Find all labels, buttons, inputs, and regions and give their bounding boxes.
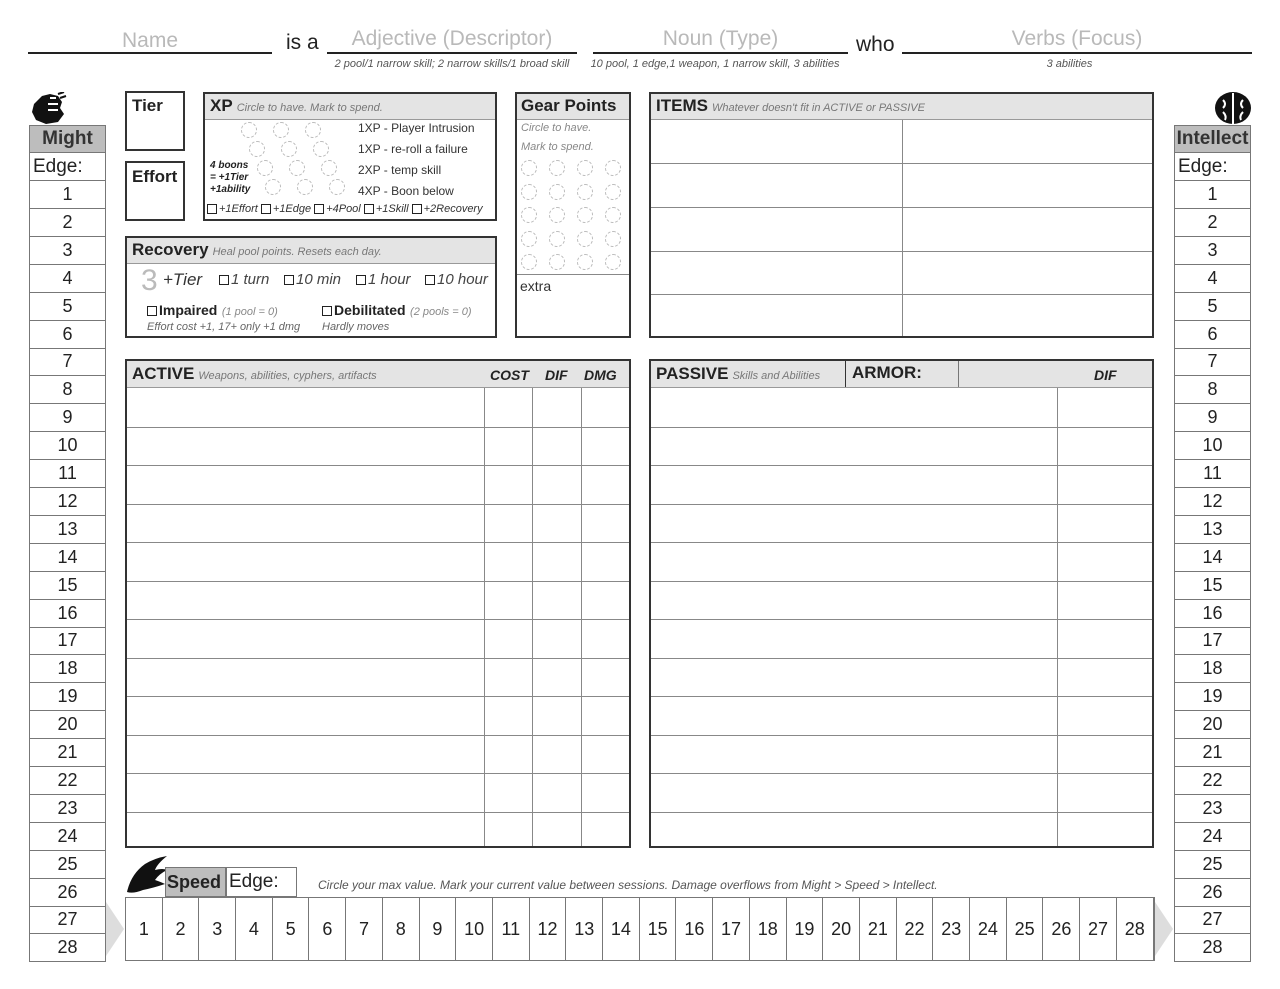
speed-track-cell[interactable]: 5	[273, 898, 310, 960]
debilitated-label: Debilitated	[334, 302, 406, 318]
speed-track-cell[interactable]: 4	[236, 898, 273, 960]
boon-skill[interactable]: +1Skill	[364, 203, 409, 215]
checkbox[interactable]	[356, 275, 366, 285]
might-track-cell[interactable]: 9	[29, 404, 106, 432]
adjective-hint: Adjective (Descriptor)	[351, 27, 553, 50]
gear-circle[interactable]	[577, 231, 593, 247]
intellect-track-cell[interactable]: 25	[1174, 851, 1251, 879]
checkbox[interactable]	[147, 306, 157, 316]
recovery-step-2[interactable]: 10 min	[284, 271, 341, 288]
might-track-cell[interactable]: 12	[29, 488, 106, 516]
speed-title: Speed	[167, 872, 222, 892]
speed-track-cell[interactable]: 26	[1044, 898, 1081, 960]
recovery-tier: +Tier	[163, 270, 203, 289]
debilitated-note: (2 pools = 0)	[410, 306, 472, 318]
effort-label: Effort	[132, 167, 178, 186]
recovery-sub: Heal pool points. Resets each day.	[212, 246, 382, 258]
might-track-cell[interactable]: 24	[29, 823, 106, 851]
speed-track-cell[interactable]: 7	[346, 898, 383, 960]
active-row-divider	[127, 427, 629, 428]
passive-row-divider	[651, 504, 1152, 505]
intellect-track-cell[interactable]: 8	[1174, 376, 1251, 404]
speed-note: Circle your max value. Mark your current value between sessions. Damage overflows from Might > Speed > Intellect.	[318, 878, 938, 892]
fist-icon	[28, 92, 68, 126]
might-title: Might	[29, 125, 106, 153]
gear-circle[interactable]	[605, 231, 621, 247]
intellect-track-cell[interactable]: 6	[1174, 321, 1251, 349]
tier-label: Tier	[132, 96, 163, 115]
gear-circle[interactable]	[521, 231, 537, 247]
speed-track-cell[interactable]: 21	[860, 898, 897, 960]
xp-boon-list	[207, 203, 483, 215]
xp-option-3[interactable]: 2XP - temp skill	[358, 163, 442, 177]
speed-track-cell[interactable]: 20	[823, 898, 860, 960]
gear-line2: Mark to spend.	[521, 141, 594, 153]
passive-row-divider	[651, 735, 1152, 736]
gear-circle[interactable]	[577, 207, 593, 223]
might-track-cell[interactable]: 26	[29, 879, 106, 907]
active-sub: Weapons, abilities, cyphers, artifacts	[198, 370, 377, 382]
checkbox[interactable]	[322, 306, 332, 316]
xp-option-2[interactable]: 1XP - re-roll a failure	[358, 142, 468, 156]
intellect-track-cell[interactable]: 2	[1174, 209, 1251, 237]
passive-row-divider	[651, 465, 1152, 466]
items-sub: Whatever doesn't fit in ACTIVE or PASSIVE	[711, 102, 925, 114]
is-a-label: is a	[286, 31, 319, 54]
gear-circle[interactable]	[605, 254, 621, 270]
checkbox[interactable]	[284, 275, 294, 285]
gear-circle[interactable]	[549, 231, 565, 247]
impaired-desc: Effort cost +1, 17+ only +1 dmg	[147, 321, 301, 333]
might-track-cell[interactable]: 11	[29, 460, 106, 488]
might-track-cell[interactable]: 18	[29, 655, 106, 683]
gear-circle[interactable]	[549, 207, 565, 223]
gear-circle[interactable]	[605, 160, 621, 176]
recovery-step-3[interactable]: 1 hour	[356, 271, 411, 288]
checkbox[interactable]	[261, 204, 271, 214]
gear-circle[interactable]	[605, 184, 621, 200]
recovery-base: 3	[141, 264, 158, 297]
speed-track-cell[interactable]: 17	[713, 898, 750, 960]
intellect-track-cell[interactable]: 22	[1174, 767, 1251, 795]
speed-track-cell[interactable]: 28	[1117, 898, 1154, 960]
active-row-divider	[127, 465, 629, 466]
gear-circle[interactable]	[549, 254, 565, 270]
xp-boons-line2: = +1Tier	[210, 172, 249, 183]
checkbox[interactable]	[207, 204, 217, 214]
impaired-row[interactable]	[147, 302, 278, 320]
speed-arrow-right	[1155, 902, 1173, 956]
active-row-divider	[127, 696, 629, 697]
speed-track-cell[interactable]: 11	[493, 898, 530, 960]
gear-circle[interactable]	[521, 207, 537, 223]
brain-icon	[1213, 90, 1253, 128]
active-row-divider	[127, 504, 629, 505]
gear-circle[interactable]	[605, 207, 621, 223]
active-row-divider	[127, 542, 629, 543]
might-track-cell[interactable]: 13	[29, 516, 106, 544]
speed-track-cell[interactable]: 16	[677, 898, 714, 960]
active-row-divider	[127, 812, 629, 813]
passive-row-divider	[651, 581, 1152, 582]
checkbox[interactable]	[364, 204, 374, 214]
intellect-track-cell[interactable]: 12	[1174, 488, 1251, 516]
intellect-edge[interactable]: Edge:	[1174, 153, 1251, 181]
passive-row-divider	[651, 542, 1152, 543]
might-track-cell[interactable]: 17	[29, 627, 106, 655]
intellect-track-cell[interactable]: 24	[1174, 823, 1251, 851]
wing-icon	[125, 854, 169, 896]
might-track-cell[interactable]: 16	[29, 600, 106, 628]
adjective-line[interactable]	[327, 52, 577, 54]
xp-circle[interactable]	[297, 179, 313, 195]
might-track-cell[interactable]: 5	[29, 293, 106, 321]
might-track-cell[interactable]: 14	[29, 544, 106, 572]
intellect-track-cell[interactable]: 18	[1174, 655, 1251, 683]
xp-box	[203, 92, 497, 221]
active-dif: DIF	[545, 367, 568, 383]
passive-row-divider	[651, 773, 1152, 774]
impaired-note: (1 pool = 0)	[221, 306, 278, 318]
speed-title-box	[165, 867, 226, 897]
might-track-cell[interactable]: 8	[29, 376, 106, 404]
xp-circle[interactable]	[241, 122, 257, 138]
boon-edge[interactable]: +1Edge	[261, 203, 311, 215]
noun-hint: Noun (Type)	[662, 27, 779, 50]
checkbox[interactable]	[219, 275, 229, 285]
xp-option-4[interactable]: 4XP - Boon below	[358, 184, 454, 198]
xp-boons-line1: 4 boons	[210, 160, 249, 171]
speed-track-cell[interactable]: 8	[383, 898, 420, 960]
verbs-hint: Verbs (Focus)	[1011, 27, 1143, 50]
impaired-label: Impaired	[159, 302, 218, 318]
might-track-cell[interactable]: 1	[29, 181, 106, 209]
gear-circle[interactable]	[521, 184, 537, 200]
effort-box[interactable]	[125, 161, 185, 221]
might-track-cell[interactable]: 2	[29, 209, 106, 237]
intellect-track-cell[interactable]: 14	[1174, 544, 1251, 572]
xp-circle[interactable]	[289, 160, 305, 176]
xp-sub: Circle to have. Mark to spend.	[236, 102, 383, 114]
checkbox[interactable]	[314, 204, 324, 214]
might-track-cell[interactable]: 23	[29, 795, 106, 823]
xp-circle[interactable]	[273, 122, 289, 138]
speed-track-cell[interactable]: 23	[933, 898, 970, 960]
intellect-track-cell[interactable]: 13	[1174, 516, 1251, 544]
intellect-track-cell[interactable]: 17	[1174, 627, 1251, 655]
might-track-cell[interactable]: 15	[29, 572, 106, 600]
passive-row-divider	[651, 619, 1152, 620]
active-row-divider	[127, 658, 629, 659]
active-row-divider	[127, 735, 629, 736]
recovery-box	[125, 236, 497, 338]
gear-circle[interactable]	[549, 160, 565, 176]
intellect-track-cell[interactable]: 4	[1174, 265, 1251, 293]
gear-extra[interactable]: extra	[520, 278, 552, 294]
xp-boons-note	[210, 160, 250, 196]
active-row-divider	[127, 581, 629, 582]
intellect-track-cell[interactable]: 7	[1174, 348, 1251, 376]
might-track-cell[interactable]: 28	[29, 934, 106, 962]
xp-circle[interactable]	[329, 179, 345, 195]
recovery-step-1[interactable]: 1 turn	[219, 271, 269, 288]
gear-points-box	[515, 92, 631, 338]
speed-track-cell[interactable]: 13	[566, 898, 603, 960]
might-track-cell[interactable]: 7	[29, 348, 106, 376]
speed-track-cell[interactable]: 24	[970, 898, 1007, 960]
might-track-cell[interactable]: 4	[29, 265, 106, 293]
adjective-sub: 2 pool/1 narrow skill; 2 narrow skills/1 broad skill	[334, 58, 570, 70]
might-edge[interactable]: Edge:	[29, 153, 106, 181]
speed-track	[125, 897, 1155, 961]
passive-title: PASSIVE	[656, 364, 729, 383]
xp-circle[interactable]	[305, 122, 321, 138]
speed-track-cell[interactable]: 22	[897, 898, 934, 960]
speed-edge[interactable]: Edge:	[226, 867, 297, 897]
intellect-title: Intellect	[1174, 125, 1251, 153]
xp-option-1[interactable]: 1XP - Player Intrusion	[358, 121, 475, 135]
passive-row-divider	[651, 812, 1152, 813]
might-track-cell[interactable]: 27	[29, 906, 106, 934]
intellect-track-cell[interactable]: 23	[1174, 795, 1251, 823]
items-title: ITEMS	[656, 96, 708, 115]
verbs-line[interactable]	[902, 52, 1252, 54]
might-track-cell[interactable]: 20	[29, 711, 106, 739]
boon-effort[interactable]: +1Effort	[207, 203, 258, 215]
gear-line1: Circle to have.	[521, 122, 592, 134]
items-box	[649, 92, 1154, 338]
passive-row-divider	[651, 658, 1152, 659]
xp-circle[interactable]	[265, 179, 281, 195]
might-track-cell[interactable]: 3	[29, 237, 106, 265]
active-cost: COST	[490, 367, 529, 383]
noun-sub: 10 pool, 1 edge,1 weapon, 1 narrow skill, 3 abilities	[590, 58, 840, 70]
speed-track-cell[interactable]: 15	[640, 898, 677, 960]
xp-boons-line3: +1ability	[210, 184, 251, 195]
speed-track-cell[interactable]: 10	[456, 898, 493, 960]
active-row-divider	[127, 773, 629, 774]
active-dmg: DMG	[584, 367, 617, 383]
speed-track-cell[interactable]: 9	[420, 898, 457, 960]
intellect-track-cell[interactable]: 16	[1174, 600, 1251, 628]
intellect-track-cell[interactable]: 10	[1174, 432, 1251, 460]
speed-track-cell[interactable]: 6	[310, 898, 347, 960]
intellect-track-cell[interactable]: 5	[1174, 293, 1251, 321]
checkbox[interactable]	[425, 275, 435, 285]
gear-circle[interactable]	[549, 184, 565, 200]
passive-dif: DIF	[1094, 367, 1117, 383]
speed-arrow-left	[106, 902, 124, 956]
xp-title: XP	[210, 96, 233, 115]
active-box	[125, 359, 631, 848]
debilitated-row[interactable]	[322, 302, 471, 320]
armor-label[interactable]: ARMOR:	[852, 363, 922, 382]
xp-circle[interactable]	[257, 160, 273, 176]
passive-row-divider	[651, 696, 1152, 697]
noun-line[interactable]	[593, 52, 848, 54]
debilitated-desc: Hardly moves	[322, 321, 390, 333]
might-track-cell[interactable]: 19	[29, 683, 106, 711]
speed-track-cell[interactable]: 19	[787, 898, 824, 960]
tier-box[interactable]	[125, 91, 185, 151]
passive-box	[649, 359, 1154, 848]
might-track-cell[interactable]: 22	[29, 767, 106, 795]
gear-circle[interactable]	[577, 184, 593, 200]
checkbox[interactable]	[412, 204, 422, 214]
recovery-title: Recovery	[132, 240, 209, 259]
might-track-cell[interactable]: 10	[29, 432, 106, 460]
might-track-cell[interactable]: 21	[29, 739, 106, 767]
gear-circle[interactable]	[521, 254, 537, 270]
might-track-cell[interactable]: 25	[29, 851, 106, 879]
speed-track-cell[interactable]: 3	[199, 898, 236, 960]
intellect-track-cell[interactable]: 19	[1174, 683, 1251, 711]
intellect-track-cell[interactable]: 11	[1174, 460, 1251, 488]
speed-track-cell[interactable]: 25	[1007, 898, 1044, 960]
active-row-divider	[127, 619, 629, 620]
speed-track-cell[interactable]: 2	[163, 898, 200, 960]
gear-circle[interactable]	[577, 254, 593, 270]
speed-track-cell[interactable]: 1	[126, 898, 163, 960]
speed-track-cell[interactable]: 18	[750, 898, 787, 960]
gear-title: Gear Points	[521, 96, 617, 115]
verbs-sub: 3 abilities	[1046, 58, 1093, 70]
name-hint: Name	[121, 29, 179, 52]
passive-sub: Skills and Abilities	[732, 370, 821, 382]
xp-circle[interactable]	[249, 141, 265, 157]
intellect-track-cell[interactable]: 20	[1174, 711, 1251, 739]
might-track-cell[interactable]: 6	[29, 321, 106, 349]
speed-track-cell[interactable]: 27	[1080, 898, 1117, 960]
boon-pool[interactable]: +4Pool	[314, 203, 361, 215]
boon-recovery[interactable]: +2Recovery	[412, 203, 483, 215]
active-title: ACTIVE	[132, 364, 195, 383]
intellect-track-cell[interactable]: 15	[1174, 572, 1251, 600]
xp-circle[interactable]	[281, 141, 297, 157]
speed-track-cell[interactable]: 14	[603, 898, 640, 960]
gear-circle[interactable]	[521, 160, 537, 176]
intellect-track-cell[interactable]: 27	[1174, 906, 1251, 934]
gear-circle[interactable]	[577, 160, 593, 176]
xp-circle[interactable]	[313, 141, 329, 157]
who-label: who	[856, 33, 895, 56]
passive-row-divider	[651, 427, 1152, 428]
intellect-track-cell[interactable]: 28	[1174, 934, 1251, 962]
xp-circle[interactable]	[321, 160, 337, 176]
recovery-step-4[interactable]: 10 hour	[425, 271, 488, 288]
speed-track-cell[interactable]: 12	[530, 898, 567, 960]
intellect-track-cell[interactable]: 1	[1174, 181, 1251, 209]
intellect-track-cell[interactable]: 26	[1174, 879, 1251, 907]
intellect-track-cell[interactable]: 9	[1174, 404, 1251, 432]
intellect-track-cell[interactable]: 3	[1174, 237, 1251, 265]
intellect-track-cell[interactable]: 21	[1174, 739, 1251, 767]
